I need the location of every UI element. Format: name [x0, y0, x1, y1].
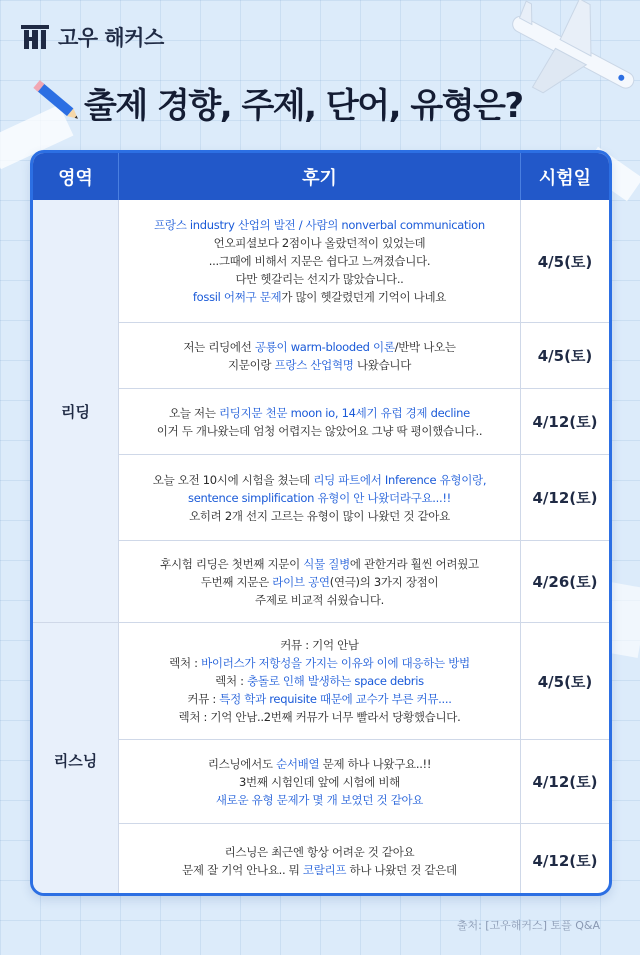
review-cell [119, 323, 521, 388]
highlight-text: fossil 어쩌구 문제 [192, 290, 282, 304]
source-credit: 출처: [고우해커스] 토플 Q&A [456, 919, 600, 932]
review-line [225, 843, 415, 861]
review-text: 커뮤 : 기억 안남 [280, 638, 359, 652]
review-line [209, 252, 430, 270]
table-row [119, 454, 609, 540]
table-row [119, 200, 609, 322]
table-row [119, 739, 609, 823]
highlight-text: 순서배열 [276, 756, 320, 771]
brand-logo[interactable] [20, 22, 164, 52]
table-row [119, 823, 609, 896]
review-cell [119, 824, 521, 896]
review-text: 저는 리딩에선 [183, 339, 255, 354]
review-line [160, 555, 479, 573]
highlight-text: 충돌로 인해 발생하는 space debris [247, 674, 424, 688]
highlight-text: sentence simplification 유형이 안 나왔더라구요...!! [188, 490, 451, 505]
review-text: 문제 하나 나왔구요..!! [319, 756, 432, 771]
review-line [214, 234, 426, 252]
highlight-text: 코랄리프 [302, 862, 347, 877]
exam-date: 4/26(토) [532, 573, 598, 591]
highlight-text: 새로운 유형 문제가 몇 개 보였던 것 같아요 [215, 792, 424, 807]
exam-date: 4/12(토) [532, 773, 598, 791]
review-cell [119, 623, 521, 739]
table-section [33, 200, 609, 622]
review-text: 오늘 저는 [169, 405, 219, 420]
review-text: 오늘 오전 10시에 시험을 쳤는데 [152, 472, 314, 487]
review-text: 이거 두 개나왔는데 엄청 어렵지는 않았어요 그냥 딱 평이했습니다.. [156, 423, 483, 438]
page-title: 출제 경향, 주제, 단어, 유형은? [84, 86, 523, 126]
exam-date: 4/5(토) [537, 347, 593, 365]
exam-date: 4/12(토) [532, 413, 598, 431]
review-line [235, 270, 403, 288]
exam-date: 4/5(토) [537, 672, 593, 691]
review-text: (연극)의 3가지 장점이 [329, 574, 439, 589]
review-line [188, 489, 451, 507]
highlight-text: 식물 질병 [303, 556, 350, 571]
hackers-logo-icon [20, 24, 50, 50]
exam-date: 4/5(토) [537, 252, 593, 271]
review-text: 문제 잘 기억 안나요.. 뭐 [182, 862, 303, 877]
review-text: 렉처 : [215, 674, 248, 688]
review-line [228, 356, 411, 374]
review-cell [119, 740, 521, 823]
highlight-text: 리딩지문 천문 moon io, 14세기 유럽 경제 decline [219, 405, 470, 420]
highlight-text: 특정 학과 requisite 때문에 교수가 부른 커뮤.... [219, 692, 452, 706]
highlight-text: 바이러스가 저항성을 가지는 이유와 이에 대응하는 방법 [201, 656, 470, 670]
review-line [179, 708, 461, 726]
review-text: 후시험 리딩은 첫번째 지문이 [160, 556, 304, 571]
review-text: ...그때에 비해서 지문은 쉽다고 느껴졌습니다. [208, 254, 431, 268]
review-line [208, 755, 431, 773]
review-text: 오히려 2개 선지 고르는 유형이 많이 나왔던 것 같아요 [189, 508, 450, 523]
review-text: 다만 헷갈리는 선지가 많았습니다.. [235, 272, 404, 286]
logo-text: 고우 해커스 [58, 26, 164, 50]
table-body [33, 200, 609, 896]
highlight-text: 공룡이 warm-blooded 이론 [254, 339, 395, 354]
review-line [216, 791, 423, 809]
table-row [119, 388, 609, 454]
column-header-date: 시험일 [538, 167, 592, 189]
review-text: 리스닝은 최근엔 항상 어려운 것 같아요 [224, 844, 415, 859]
highlight-text: 리딩 파트에서 Inference 유형이랑, [313, 472, 487, 487]
review-text: 리스닝에서도 [207, 756, 277, 771]
review-text: 커뮤 : [187, 692, 220, 706]
review-text: 하나 나왔던 것 같은데 [346, 862, 457, 877]
review-cell [119, 541, 521, 622]
review-line [201, 573, 439, 591]
review-cell [119, 389, 521, 454]
review-line [169, 654, 470, 672]
highlight-text: 프랑스 산업혁명 [274, 357, 354, 372]
review-text: 에 관한거라 훨씬 어려웠고 [349, 556, 479, 571]
review-line [255, 591, 384, 609]
review-line [239, 773, 400, 791]
review-cell [119, 455, 521, 540]
exam-date: 4/12(토) [532, 852, 598, 870]
area-cell: 리스닝 [33, 623, 119, 896]
review-line [169, 404, 470, 422]
review-text: 렉처 : [169, 656, 202, 670]
review-table [30, 150, 612, 896]
review-text: 렉처 : 기억 안남..2번째 커뮤가 너무 빨라서 당황했습니다. [178, 710, 461, 724]
review-text: 두번째 지문은 [200, 574, 273, 589]
review-line [280, 636, 359, 654]
table-row [119, 322, 609, 388]
table-row [119, 540, 609, 622]
review-text: 가 많이 헷갈렸던게 기억이 나네요 [281, 290, 447, 304]
review-line [153, 471, 486, 489]
table-row [119, 623, 609, 739]
pencil-icon [28, 72, 88, 132]
review-line [187, 690, 451, 708]
area-cell: 리딩 [33, 200, 119, 622]
review-line [157, 422, 482, 440]
column-header-review: 후기 [119, 153, 521, 200]
review-line [215, 672, 424, 690]
highlight-text: 라이브 공연 [272, 574, 330, 589]
review-text: 지문이랑 [227, 357, 275, 372]
review-line [182, 861, 457, 879]
exam-date: 4/12(토) [532, 489, 598, 507]
review-line [154, 216, 485, 234]
review-text: 언오피셜보다 2점이나 올랐던적이 있었는데 [213, 236, 426, 250]
review-line [193, 288, 446, 306]
review-text: 주제로 비교적 쉬웠습니다. [255, 592, 384, 607]
review-cell [119, 200, 521, 322]
review-text: /반박 나오는 [394, 339, 456, 354]
review-line [183, 338, 455, 356]
review-line [189, 507, 450, 525]
table-header [33, 153, 609, 200]
table-section [33, 622, 609, 896]
highlight-text: 프랑스 industry 산업의 발전 / 사람의 nonverbal communication [154, 218, 485, 232]
review-text: 3번째 시험인데 앞에 시험에 비해 [239, 774, 400, 789]
review-text: 나왔습니다 [353, 357, 412, 372]
column-header-area: 영역 [33, 153, 119, 200]
